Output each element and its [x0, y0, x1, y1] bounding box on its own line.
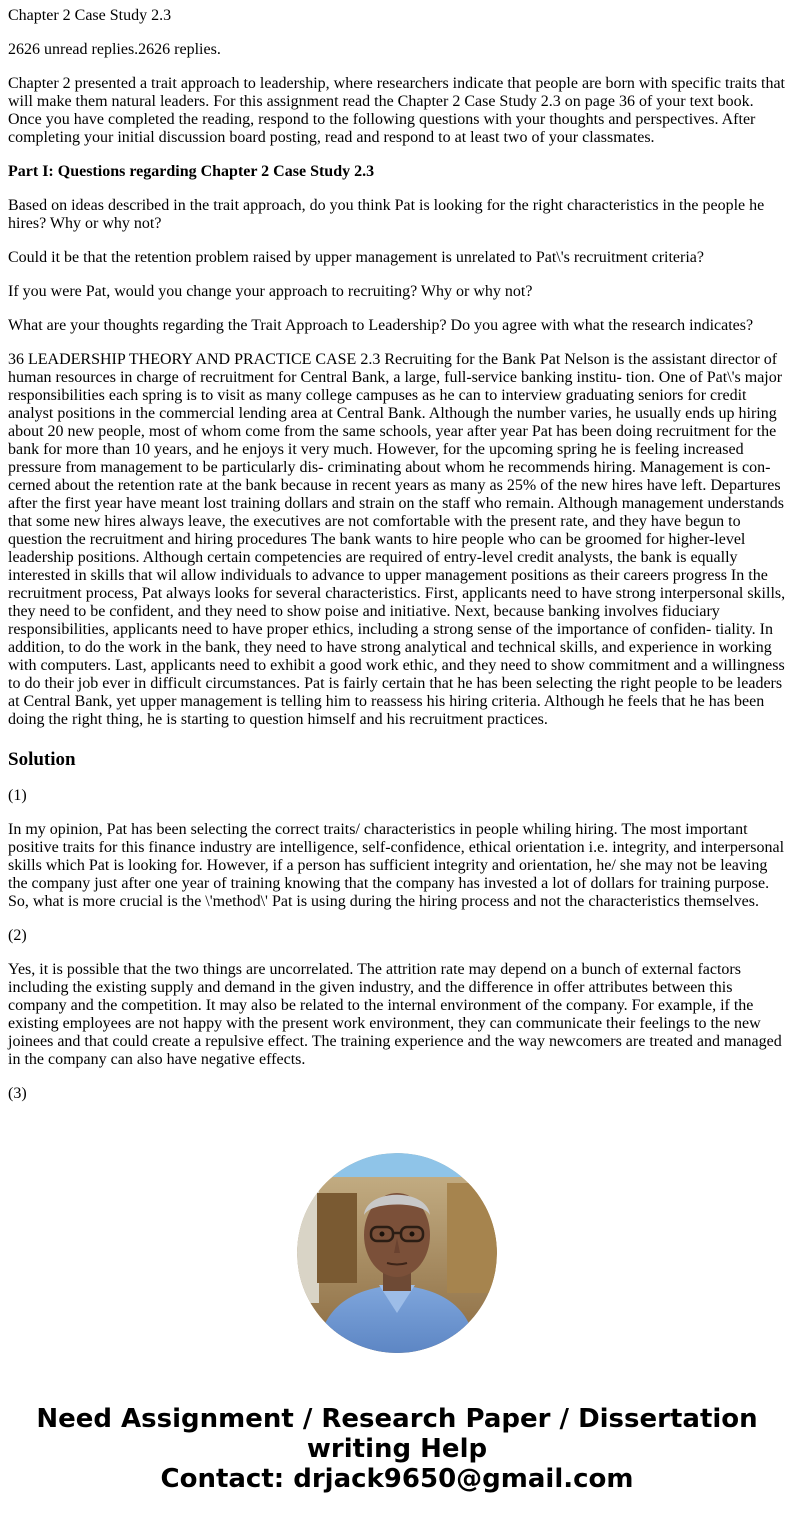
case-study-text: 36 LEADERSHIP THEORY AND PRACTICE CASE 2.3 Recruiting for the Bank Pat Nelson is the assistant director of human resources in charge of recruitment for Central Bank, a large, full-service banking institu- tion. One of Pat\'s major responsibilities each spring is to visit as many college campuses as he can to interview graduating seniors for credit analyst positions in the commercial lending area at Central Bank. Although the number varies, he usually ends up hiring about 20 new people, most of whom come from the same schools, year after year Pat has been doing recruitment for the bank for more than 10 years, and he enjoys it very much. However, for the upcoming spring he is feeling increased pressure from management to be particularly dis- criminating about whom he recommends hiring. Management is con- cerned about the retention rate at the bank because in recent years as many as 25% of the new hires have left. Departures after the first year have meant lost training dollars and strain on the staff who remain. Although management understands that some new hires always leave, the executives are not comfortable with the present rate, and they have begun to question the recruitment and hiring procedures The bank wants to hire people who can be groomed for higher-level leadership positions. Although certain competencies are required of entry-level credit analysts, the bank is equally interested in skills that wil allow individuals to advance to upper management positions as their careers progress In the recruitment process, Pat always looks for several characteristics. First, applicants need to have strong interpersonal skills, they need to be confident, and they need to show poise and initiative. Next, because banking involves fiduciary responsibilities, applicants need to have proper ethics, including a strong sense of the importance of confiden- tiality. In addition, to do the work in the bank, they need to have strong analytical and technical skills, and experience in working with computers. Last, applicants need to exhibit a good work ethic, and they need to show commitment and a willingness to do their job ever in difficult circumstances. Pat is fairly certain that he has been selecting the right people to be leaders at Central Bank, yet upper management is telling him to reassess his hiring criteria. Although he feels that he has been doing the right thing, he is starting to question himself and his recruitment practices. — [8, 351, 786, 728]
solution-label-2: (2) — [8, 927, 27, 944]
question-3: If you were Pat, would you change your approach to recruiting? Why or why not? — [8, 283, 533, 300]
post-content — [8, 7, 786, 1119]
question-2: Could it be that the retention problem raised by upper management is unrelated to Pat\'s recruitment criteria? — [8, 249, 704, 266]
solution-text-2: Yes, it is possible that the two things are uncorrelated. The attrition rate may depend on a bunch of external factors including the existing supply and demand in the given industry, and the difference in offer attributes between this company and the competition. It may also be related to the internal environment of the company. For example, if the existing employees are not happy with the present work environment, they can communicate their feelings to the new joinees and that could create a repulsive effect. The training experience and the way newcomers are treated and managed in the company can also have negative effects. — [8, 961, 782, 1068]
replies-info: 2626 unread replies.2626 replies. — [8, 41, 221, 58]
solution-heading: Solution — [8, 749, 76, 770]
question-4: What are your thoughts regarding the Trait Approach to Leadership? Do you agree with what the research indicates? — [8, 317, 754, 334]
promo-line-1: Need Assignment / Research Paper / Dissertation — [36, 1404, 758, 1434]
part-heading: Part I: Questions regarding Chapter 2 Case Study 2.3 — [8, 163, 375, 180]
promo-banner — [0, 1404, 794, 1494]
assignment-intro: Chapter 2 presented a trait approach to leadership, where researchers indicate that people are born with specific traits that will make them natural leaders. For this assignment read the Chapter 2 Case Study 2.3 on page 36 of your text book. Once you have completed the reading, respond to the following questions with your thoughts and perspectives. After completing your initial discussion board posting, read and respond to at least two of your classmates. — [8, 75, 785, 146]
solution-text-1: In my opinion, Pat has been selecting the correct traits/ characteristics in people whiling hiring. The most important positive traits for this finance industry are intelligence, self-confidence, ethical orientation i.e. integrity, and interpersonal skills which Pat is looking for. However, if a person has sufficient integrity and orientation, he/ she may not be leaving the company just after one year of training knowing that the company has invested a lot of dollars for training purpose. So, what is more crucial is the \'method\' Pat is using during the hiring process and not the characteristics themselves. — [8, 821, 785, 910]
solution-label-3: (3) — [8, 1085, 27, 1102]
author-avatar — [297, 1153, 497, 1353]
promo-contact: Contact: drjack9650@gmail.com — [160, 1464, 634, 1494]
post-title: Chapter 2 Case Study 2.3 — [8, 7, 172, 24]
promo-line-2: writing Help — [306, 1434, 488, 1464]
solution-label-1: (1) — [8, 787, 27, 804]
question-1: Based on ideas described in the trait approach, do you think Pat is looking for the right characteristics in the people he hires? Why or why not? — [8, 197, 765, 232]
